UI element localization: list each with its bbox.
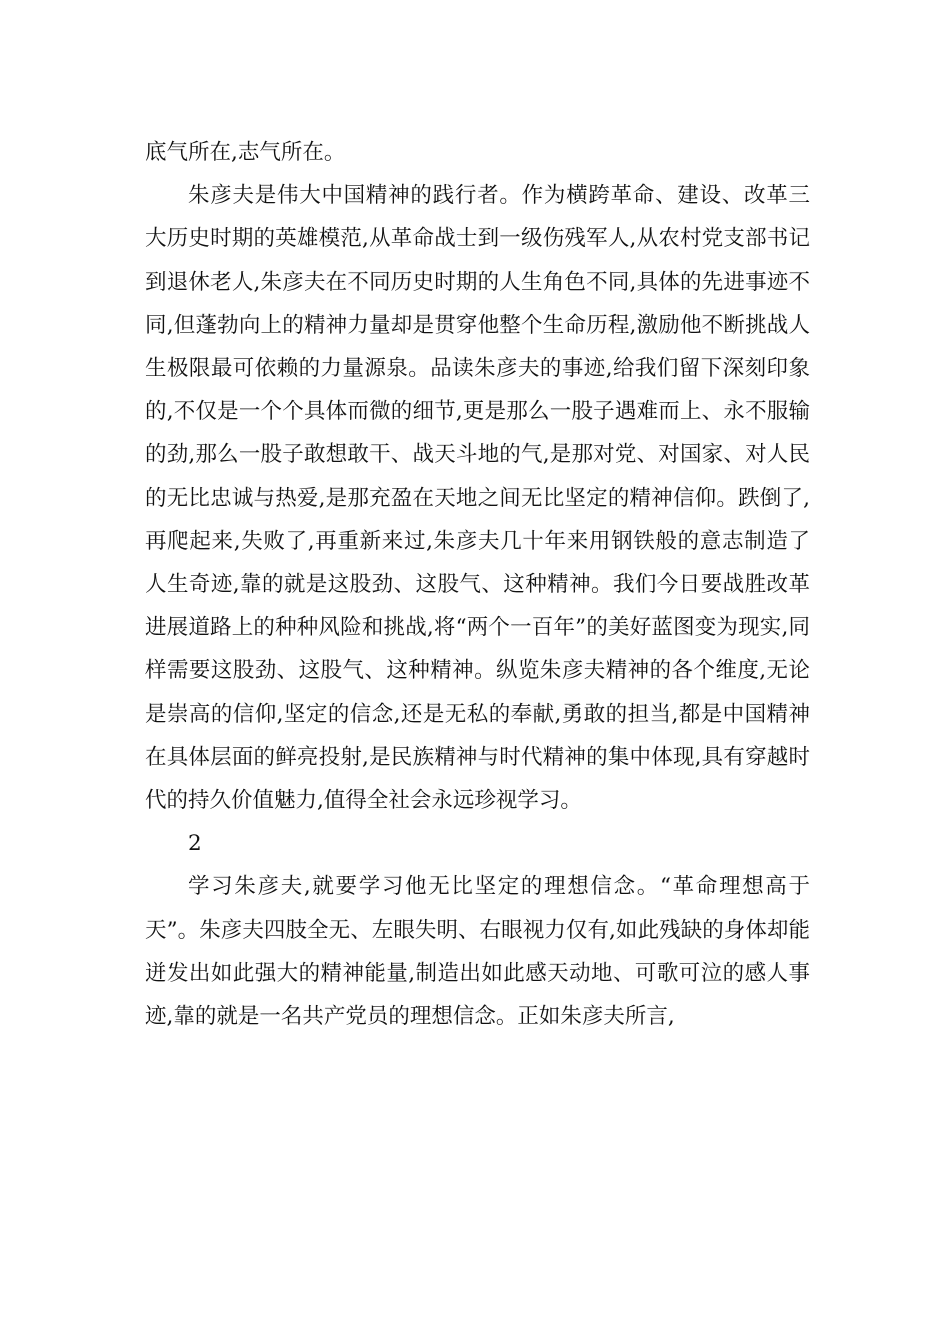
paragraph-continuation: 底气所在,志气所在。 bbox=[145, 140, 346, 165]
paragraph-zhu-yanfu-spirit: 朱彦夫是伟大中国精神的践行者。作为横跨革命、建设、改革三大历史时期的英雄模范,从革命战士到一级伤残军人,从农村党支部书记到退休老人,朱彦夫在不同历史时期的人生角色不同,具体的先进事迹不同,但蓬勃向上的精神力量却是贯穿他整个生命历程,激励他不断挑战人生极限最可依赖的力量源泉。品读朱彦夫的事迹,给我们留下深刻印象的,不仅是一个个具体而微的细节,更是那么一股子遇难而上、永不服输的劲,那么一股子敢想敢干、战天斗地的气,是那对党、对国家、对人民的无比忠诚与热爱,是那充盈在天地之间无比坚定的精神信仰。跌倒了,再爬起来,失败了,再重新来过,朱彦夫几十年来用钢铁般的意志制造了人生奇迹,靠的就是这股劲、这股气、这种精神。我们今日要战胜改革进展道路上的种种风险和挑战,将“两个一百年”的美好蓝图变为现实,同样需要这股劲、这股气、这种精神。纵览朱彦夫精神的各个维度,无论是崇高的信仰,坚定的信念,还是无私的奉献,勇敢的担当,都是中国精神在具体层面的鲜亮投射,是民族精神与时代精神的集中体现,具有穿越时代的持久价值魅力,值得全社会永远珍视学习。 bbox=[145, 183, 810, 814]
section-number: 2 bbox=[188, 831, 202, 857]
body-text bbox=[145, 131, 810, 1038]
paragraph-ideals-beliefs: 学习朱彦夫,就要学习他无比坚定的理想信念。“革命理想高于天”。朱彦夫四肢全无、左眼失明、右眼视力仅有,如此残缺的身体却能迸发出如此强大的精神能量,制造出如此感天动地、可歌可泣的感人事迹,靠的就是一名共产党员的理想信念。正如朱彦夫所言, bbox=[145, 874, 810, 1030]
